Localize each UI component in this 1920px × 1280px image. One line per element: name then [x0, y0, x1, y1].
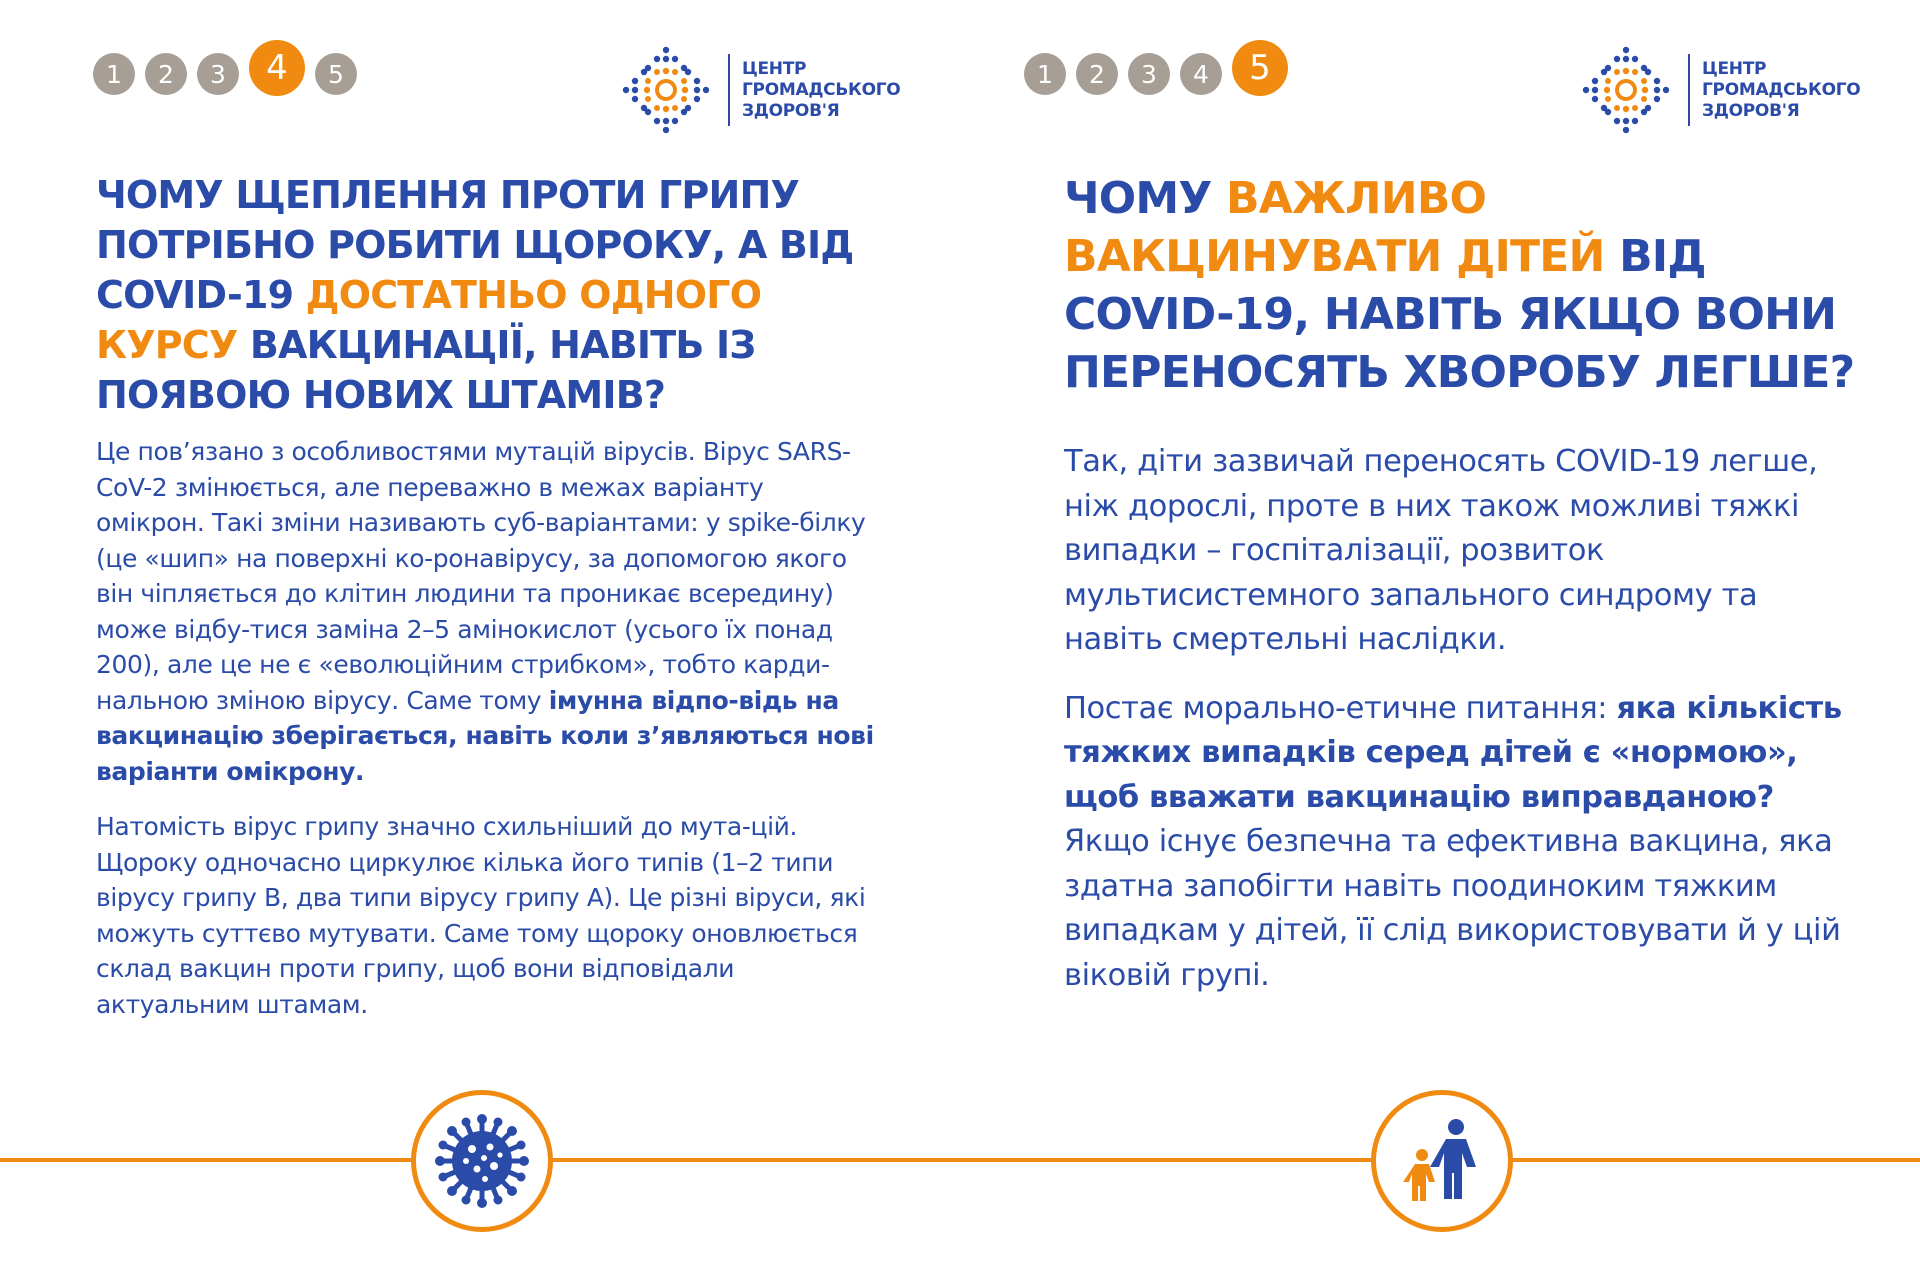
step-5-active: 5 — [1232, 40, 1288, 96]
logo-divider — [728, 54, 730, 126]
children-badge — [1371, 1090, 1513, 1232]
card-title — [96, 170, 896, 420]
card-right — [960, 0, 1920, 1280]
step-4-active: 4 — [249, 40, 305, 96]
paragraph-2-rest: Якщо існує безпечна та ефективна вакцина, яка здатна запобігти навіть поодиноким тяжким випадкам у дітей, її слід використовувати й у цій віковій групі. — [1064, 824, 1841, 993]
logo-emblem-icon — [1580, 44, 1672, 136]
step-5: 5 — [315, 53, 357, 95]
title-part-1: ЧОМУ ЩЕПЛЕННЯ ПРОТИ ГРИПУ ПОТРІБНО РОБИТИ ЩОРОКУ, А ВІД COVID-19 — [96, 173, 854, 317]
logo-line-2: ГРОМАДСЬКОГО — [1702, 79, 1861, 100]
children-icon — [1392, 1111, 1492, 1211]
paragraph-2-text: Постає морально-етичне питання: — [1064, 690, 1617, 726]
paragraph-1: Так, діти зазвичай переносять COVID-19 легше, ніж дорослі, проте в них також можливі тяжкі випадки – госпіталізації, розвиток мультисистемного запального синдрому та навіть смертельні наслідки. — [1064, 444, 1818, 657]
step-3: 3 — [197, 53, 239, 95]
paragraph-1-bold: імунна відпо-відь на вакцинацію зберігається, навіть коли з’являються нові варіанти омікрону. — [96, 685, 874, 786]
bottom-divider-line — [0, 1158, 1920, 1162]
virus-icon — [432, 1111, 532, 1211]
public-health-center-logo — [1580, 44, 1860, 136]
paragraph-2 — [1064, 687, 1854, 999]
logo-line-1: ЦЕНТР — [1702, 58, 1767, 79]
logo-line-2: ГРОМАДСЬКОГО — [742, 79, 901, 100]
public-health-center-logo — [620, 44, 900, 136]
title-highlight: ДОСТАТНЬО ОДНОГО КУРСУ — [96, 273, 762, 367]
logo-divider — [1688, 54, 1690, 126]
step-2: 2 — [145, 53, 187, 95]
virus-badge — [411, 1090, 553, 1232]
card-body — [96, 434, 876, 1042]
paragraph-2: Натомість вірус грипу значно схильніший до мута-цій. Щороку одночасно циркулює кілька його типів (1–2 типи вірусу грипу B, два типи вірусу грипу A). Це різні віруси, які можуть суттєво мутувати. Саме тому щороку оновлюється склад вакцин проти грипу, щоб вони відповідали актуальним штамам. — [96, 812, 866, 1019]
step-indicator — [1024, 48, 1288, 96]
logo-emblem-icon — [620, 44, 712, 136]
step-indicator — [93, 48, 357, 96]
paragraph-1 — [96, 434, 876, 789]
title-part-2: ВАКЦИНАЦІЇ, НАВІТЬ ІЗ ПОЯВОЮ НОВИХ ШТАМІВ? — [96, 323, 756, 417]
logo-line-1: ЦЕНТР — [742, 58, 807, 79]
step-2: 2 — [1076, 53, 1118, 95]
card-title — [1064, 170, 1864, 402]
logo-line-3: ЗДОРОВ'Я — [742, 100, 840, 121]
step-4: 4 — [1180, 53, 1222, 95]
logo-text — [1702, 59, 1860, 122]
title-part-2: ВІД COVID-19, НАВІТЬ ЯКЩО ВОНИ ПЕРЕНОСЯТЬ ХВОРОБУ ЛЕГШЕ? — [1064, 231, 1855, 398]
paragraph-1-text: Це пов’язано з особливостями мутацій вірусів. Вірус SARS-CoV-2 змінюється, але переважно в межах варіанту омікрон. Такі зміни називають суб-варіантами: у spike-білку (це «шип» на поверхні ко-ронавірусу, за допомогою якого він чіпляється до клітин людини та проникає всередину) може відбу-тися заміна 2–5 амінокислот (усього їх понад 200), але це не є «еволюційним стрибком», тобто карди-нальною зміною вірусу. Саме тому — [96, 437, 866, 715]
step-1: 1 — [1024, 53, 1066, 95]
title-highlight: ВАЖЛИВО ВАКЦИНУВАТИ ДІТЕЙ — [1064, 173, 1605, 282]
title-part-1: ЧОМУ — [1064, 173, 1226, 224]
step-3: 3 — [1128, 53, 1170, 95]
paragraph-2-bold: яка кількість тяжких випадків серед дітей є «нормою», щоб вважати вакцинацію виправданою? — [1064, 690, 1842, 815]
step-1: 1 — [93, 53, 135, 95]
logo-line-3: ЗДОРОВ'Я — [1702, 100, 1800, 121]
logo-text — [742, 59, 900, 122]
card-body — [1064, 440, 1854, 1022]
